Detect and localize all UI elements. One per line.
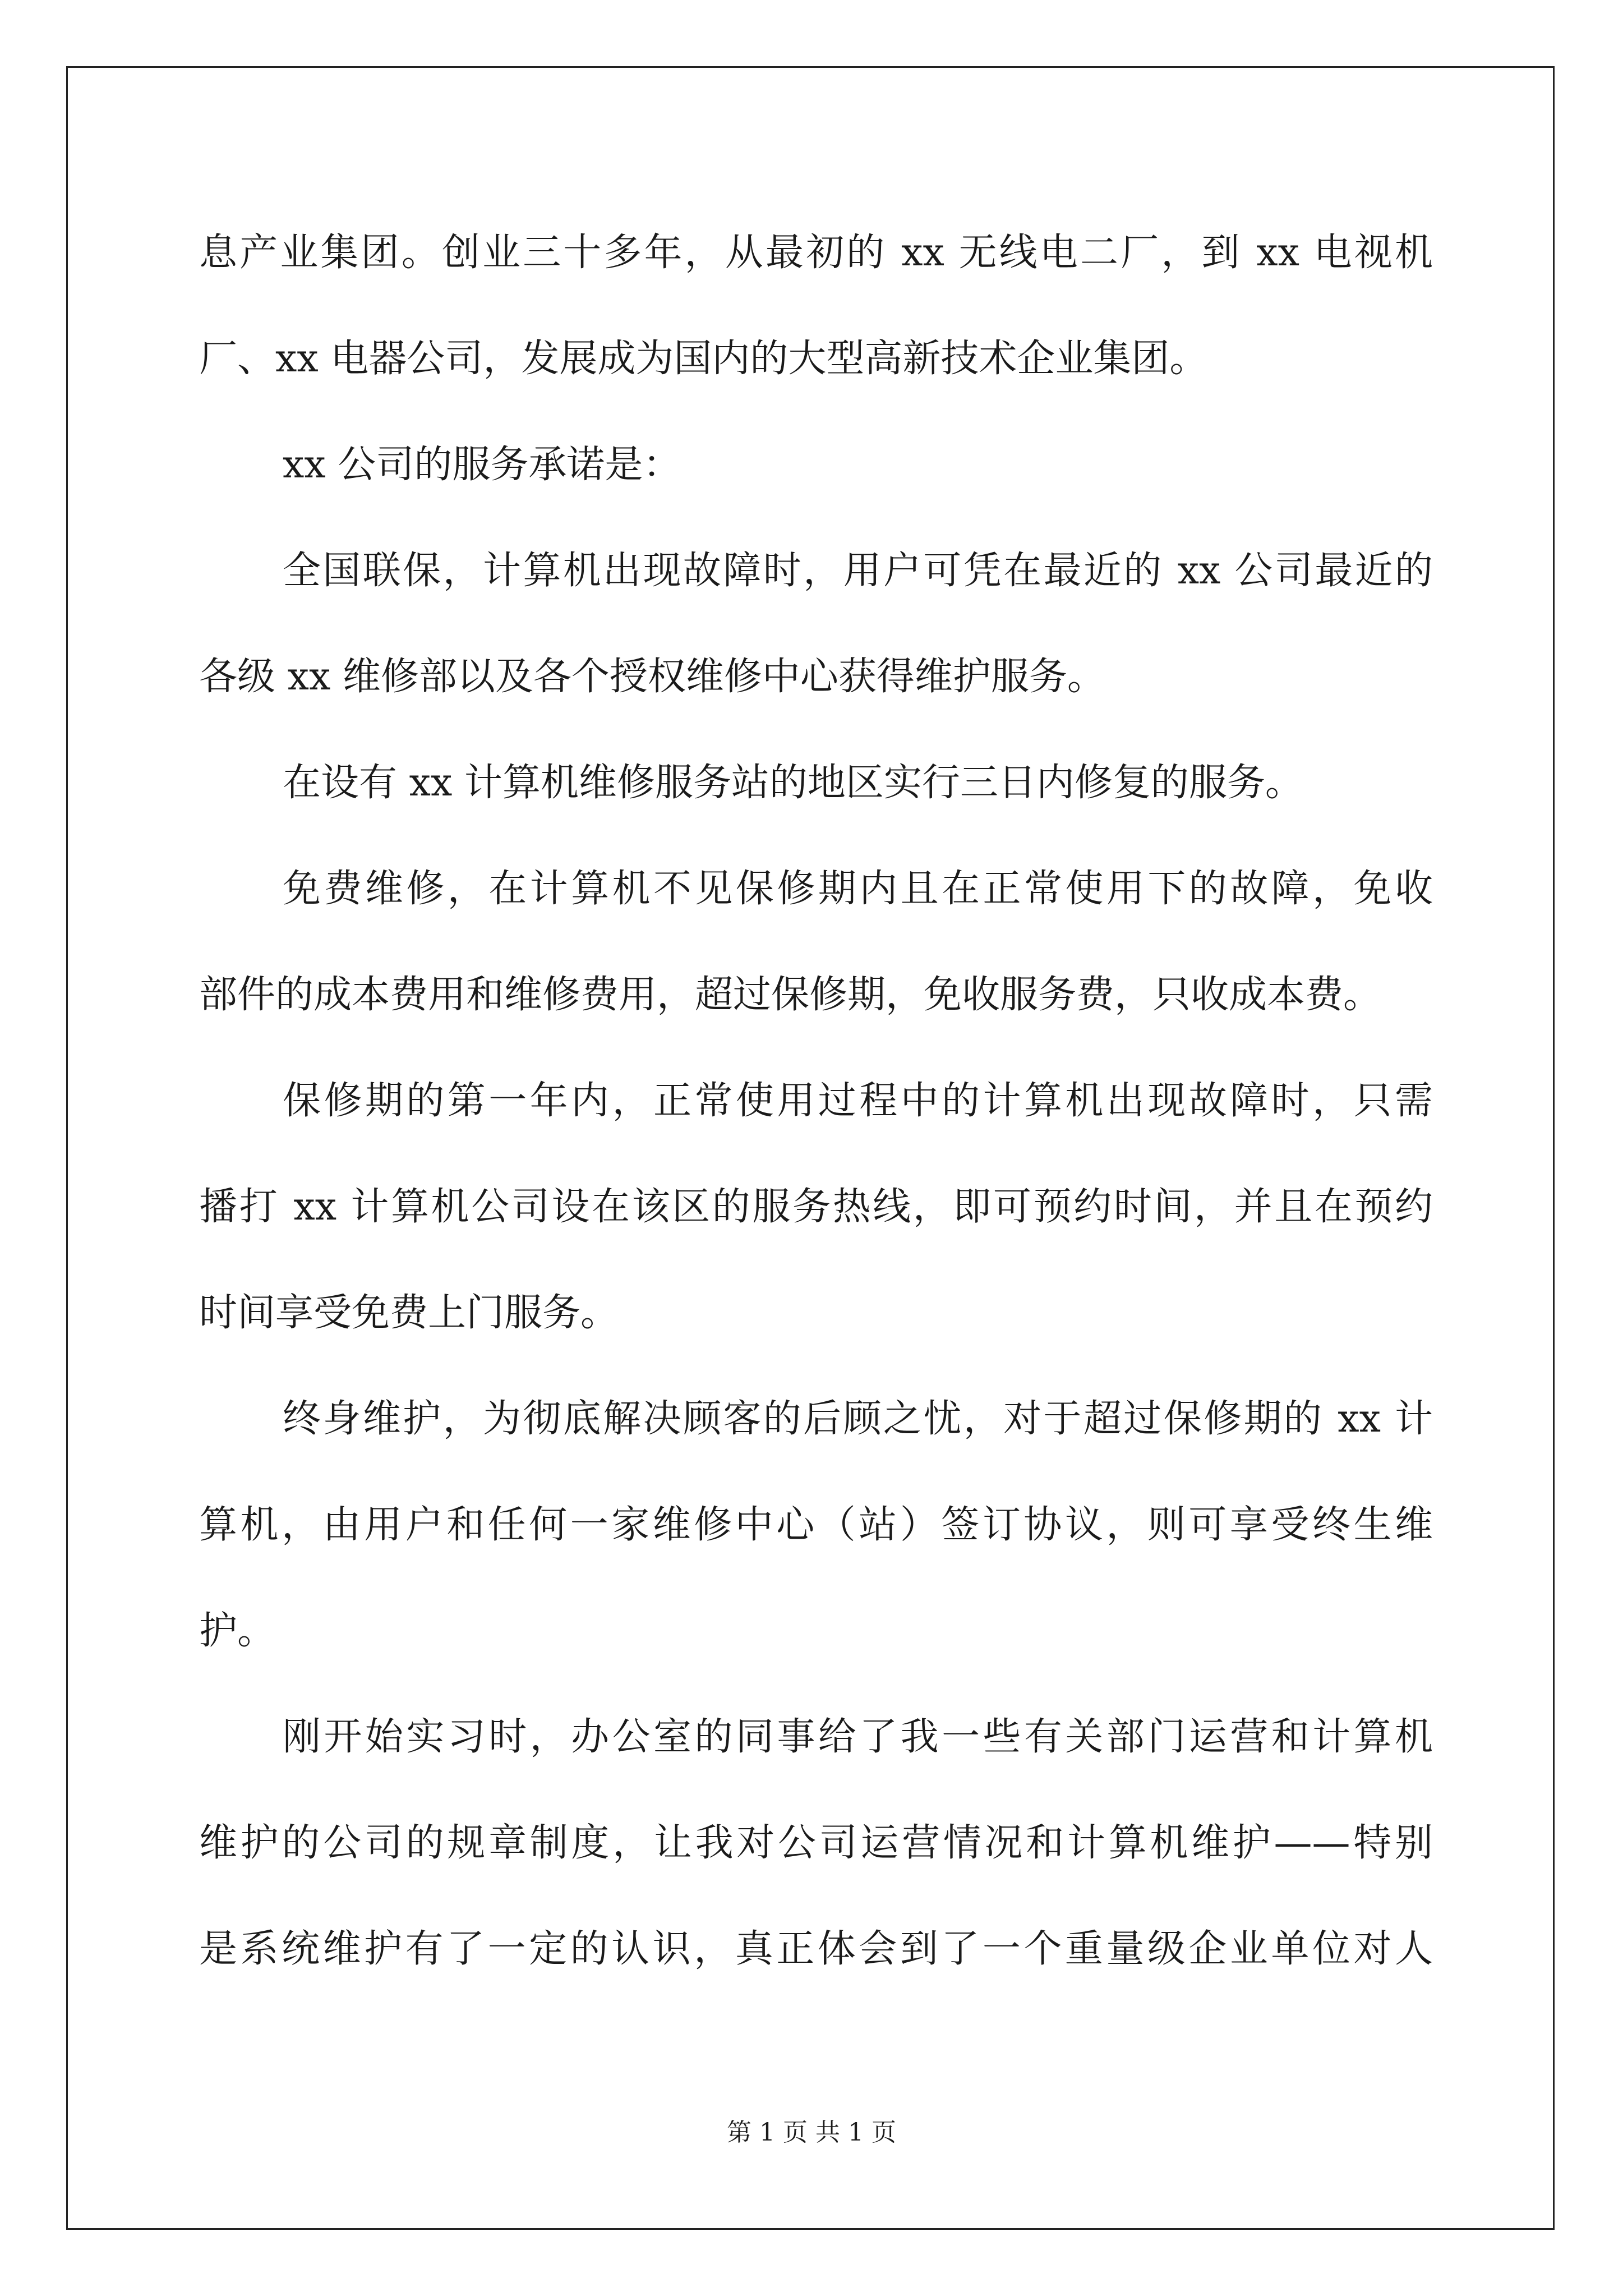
text-line: 在设有 xx 计算机维修服务站的地区实行三日内修复的服务。 <box>283 761 1303 805</box>
text-line: 时间享受免费上门服务。 <box>199 1291 619 1335</box>
text-line: 终身维护，为彻底解决顾客的后顾之忧，对于超过保修期的 xx 计 <box>283 1397 1433 1441</box>
text-line: 部件的成本费用和维修费用，超过保修期，免收服务费，只收成本费。 <box>199 973 1382 1017</box>
text-line: 维护的公司的规章制度，让我对公司运营情况和计算机维护——特别 <box>199 1821 1433 1865</box>
page-footer: 第 1 页 共 1 页 <box>727 2118 896 2147</box>
document-body <box>199 210 1433 2013</box>
text-line: 息产业集团。创业三十多年，从最初的 xx 无线电二厂，到 xx 电视机 <box>199 231 1433 275</box>
text-line: 保修期的第一年内，正常使用过程中的计算机出现故障时，只需 <box>283 1079 1433 1123</box>
text-line: 各级 xx 维修部以及各个授权维修中心获得维护服务。 <box>199 655 1105 699</box>
text-line: 护。 <box>199 1609 276 1653</box>
text-line: xx 公司的服务承诺是： <box>283 443 681 487</box>
text-line: 刚开始实习时，办公室的同事给了我一些有关部门运营和计算机 <box>283 1715 1433 1759</box>
text-line: 算机，由用户和任何一家维修中心（站）签订协议，则可享受终生维 <box>199 1503 1433 1547</box>
text-line: 免费维修，在计算机不见保修期内且在正常使用下的故障，免收 <box>283 867 1433 911</box>
text-line: 是系统维护有了一定的认识，真正体会到了一个重量级企业单位对人 <box>199 1927 1433 1971</box>
text-line: 全国联保，计算机出现故障时，用户可凭在最近的 xx 公司最近的 <box>283 549 1433 593</box>
text-line: 播打 xx 计算机公司设在该区的服务热线，即可预约时间，并且在预约 <box>199 1185 1433 1229</box>
text-line: 厂、xx 电器公司，发展成为国内的大型高新技术企业集团。 <box>199 337 1208 381</box>
